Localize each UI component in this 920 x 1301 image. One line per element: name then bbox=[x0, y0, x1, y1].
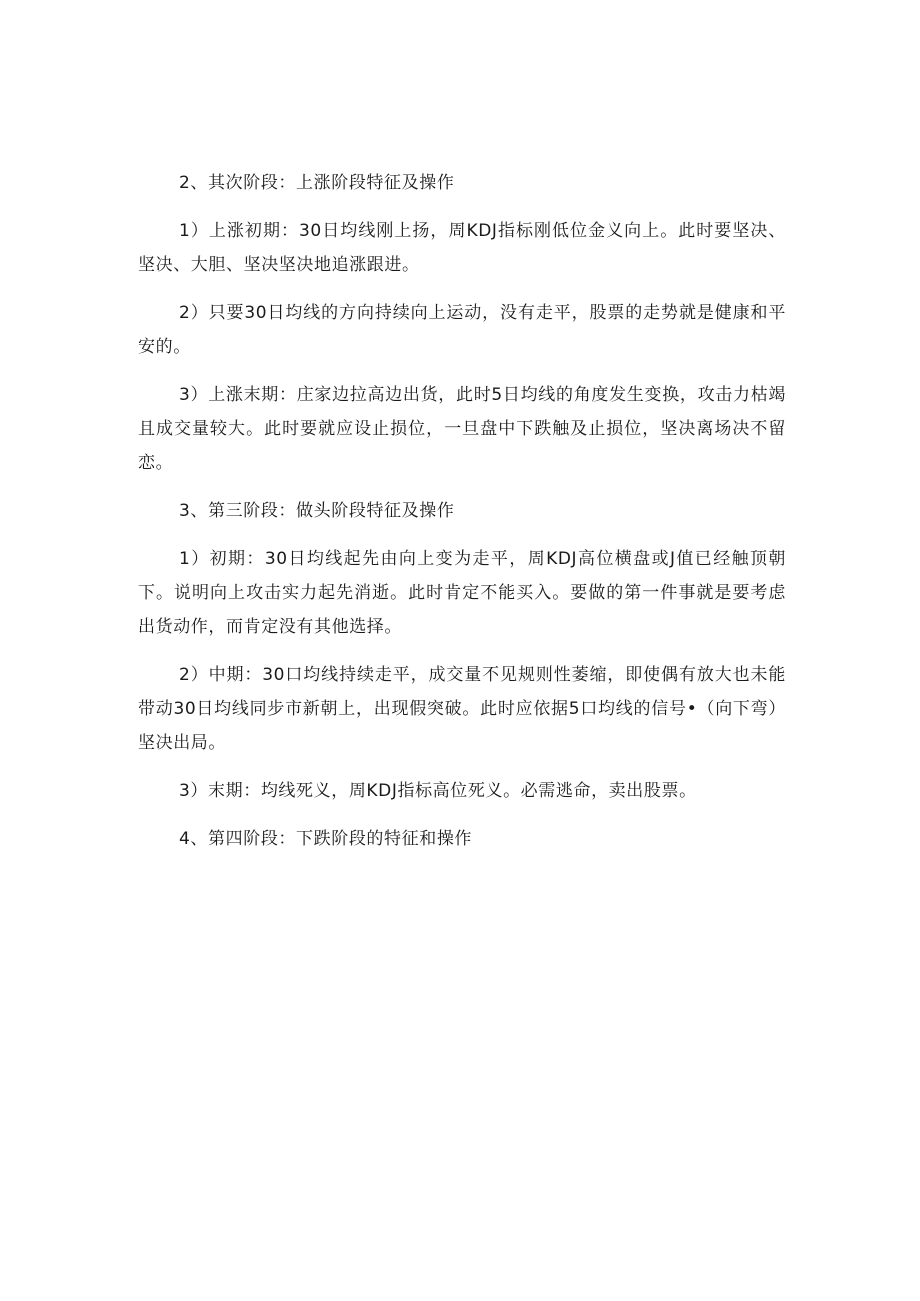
section-heading-stage-2: 2、其次阶段：上涨阶段特征及操作 bbox=[179, 173, 455, 193]
paragraph-top-middle: 2）中期：30口均线持续走平，成交量不见规则性萎缩，即使偶有放大也未能带动30日均线同步市新朝上，出现假突破。此时应依据5口均线的信号•（向下弯）坚决出局。 bbox=[138, 665, 786, 753]
paragraph-rise-trend: 2）只要30日均线的方向持续向上运动，没有走平，股票的走势就是健康和平安的。 bbox=[138, 303, 786, 357]
document-body bbox=[138, 166, 786, 870]
paragraph-top-late: 3）末期：均线死义，周KDJ指标高位死义。必需逃命，卖出股票。 bbox=[179, 781, 697, 801]
section-heading-stage-3: 3、第三阶段：做头阶段特征及操作 bbox=[179, 501, 455, 521]
paragraph-top-early: 1）初期：30日均线起先由向上变为走平，周KDJ高位横盘或J值已经触顶朝下。说明向上攻击实力起先消逝。此时肯定不能买入。要做的第一件事就是要考虑出货动作，而肯定没有其他选择。 bbox=[138, 549, 786, 637]
section-heading-stage-4: 4、第四阶段：下跌阶段的特征和操作 bbox=[179, 829, 473, 849]
paragraph-rise-late: 3）上涨末期：庄家边拉高边出货，此时5日均线的角度发生变换，攻击力枯竭且成交量较大。此时要就应设止损位，一旦盘中下跌触及止损位，坚决离场决不留恋。 bbox=[138, 385, 786, 473]
paragraph-rise-early: 1）上涨初期：30日均线刚上扬，周KDJ指标刚低位金义向上。此时要坚决、坚决、大胆、坚决坚决地追涨跟进。 bbox=[138, 221, 786, 275]
